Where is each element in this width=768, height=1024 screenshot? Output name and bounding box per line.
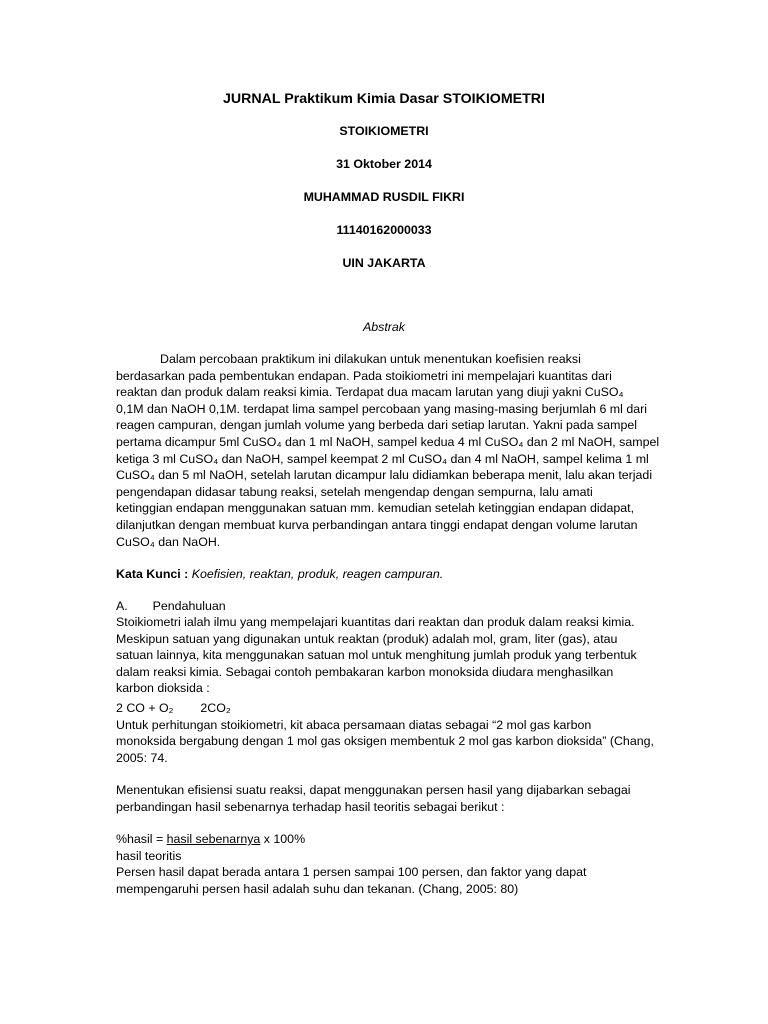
paragraph-line: satuan lainnya, kita menggunakan satuan mol untuk menghitung jumlah produk yang terbentuk — [116, 648, 637, 663]
abstract-line: pertama dicampur 5ml CuSO₄ dan 1 ml NaOH, sampel kedua 4 ml CuSO₄ dan 2 ml NaOH, sampel — [116, 434, 660, 449]
equation-reactants: 2 CO + O₂ — [116, 700, 174, 715]
abstract-line: ketiga 3 ml CuSO₄ dan NaOH, sampel keempat 2 ml CuSO₄ dan 4 ml NaOH, sampel kelima 1 ml — [116, 451, 649, 466]
section-number: A. — [116, 599, 128, 613]
abstract-line: berdasarkan pada pembentukan endapan. Pada stoikiometri ini mempelajari kuantitas dari — [116, 368, 612, 383]
paragraph-line: monoksida bergabung dengan 1 mol gas oksigen membentuk 2 mol gas karbon dioksida” (Chang, — [116, 734, 654, 749]
keywords-label: Kata Kunci : — [116, 567, 189, 581]
paragraph-line: mempengaruhi persen hasil adalah suhu dan tekanan. (Chang, 2005: 80) — [116, 881, 519, 896]
paragraph-line: karbon dioksida : — [116, 681, 210, 696]
formula-prefix: %hasil = — [116, 832, 167, 846]
paragraph-line: Menentukan efisiensi suatu reaksi, dapat menggunakan persen hasil yang dijabarkan sebagai — [116, 783, 631, 797]
equation-products: 2CO₂ — [200, 700, 231, 715]
formula-numerator: hasil sebenarnya — [166, 832, 261, 846]
paragraph-line: 2005: 74. — [116, 750, 168, 765]
paragraph-line: Meskipun satuan yang digunakan untuk reaktan (produk) adalah mol, gram, liter (gas), atau — [116, 631, 618, 646]
abstract-line: Dalam percobaan praktikum ini dilakukan untuk menentukan koefisien reaksi — [160, 352, 581, 366]
formula-suffix: x 100% — [260, 832, 306, 846]
abstract-line: dilanjutkan dengan membuat kurva perbandingan antara tinggi endapat dengan volume larutan — [116, 517, 638, 532]
chemical-equation — [116, 700, 676, 717]
section-a-heading — [116, 598, 676, 615]
document-author: MUHAMMAD RUSDIL FIKRI — [303, 190, 465, 204]
abstract-line: CuSO₄ dan 5 ml NaOH, setelah larutan dicampur lalu didiamkan beberapa menit, lalu akan terjadi — [116, 468, 653, 483]
abstract-line: CuSO₄ dan NaOH. — [116, 534, 221, 549]
paragraph-line: perbandingan hasil sebenarnya terhadap hasil teoritis sebagai berikut : — [116, 799, 505, 814]
paragraph-line: Stoikiometri ialah ilmu yang mempelajari kuantitas dari reaktan dan produk dalam reaksi kimia. — [116, 615, 635, 629]
formula-denominator: hasil teoritis — [116, 848, 182, 863]
abstract-line: pengendapan didasar tabung reaksi, setelah mengendap dengan sempurna, lalu amati — [116, 484, 593, 499]
abstract-line: 0,1M dan NaOH 0,1M. terdapat lima sampel percobaan yang masing-masing berjumlah 6 ml dari — [116, 401, 647, 416]
document-student-id: 11140162000033 — [336, 223, 432, 237]
paragraph-line: Persen hasil dapat berada antara 1 persen sampai 100 persen, dan faktor yang dapat — [116, 865, 587, 880]
section-a-body — [116, 614, 676, 766]
abstract-line: reaktan dan produk dalam reaksi kimia. Terdapat dua macam larutan yang diuji yakni CuSO₄ — [116, 385, 624, 400]
document-date: 31 Oktober 2014 — [336, 157, 432, 171]
keywords-text: Koefisien, reaktan, produk, reagen campuran. — [191, 567, 444, 581]
abstract-line: reagen campuran, dengan jumlah volume yang berbeda dari setiap larutan. Yakni pada sampel — [116, 418, 637, 433]
keywords — [116, 566, 676, 583]
paragraph-line: Untuk perhitungan stoikiometri, kit abaca persamaan diatas sebagai “2 mol gas karbon — [116, 717, 592, 732]
formula-line — [116, 831, 676, 848]
section-a-body-2 — [116, 782, 676, 815]
abstract-line: ketinggian endapan menggunakan satuan mm. kemudian setelah ketinggian endapan didapat, — [116, 501, 635, 516]
abstract-heading: Abstrak — [362, 320, 405, 334]
document-institution: UIN JAKARTA — [342, 256, 426, 270]
paragraph-line: dalam reaksi kimia. Sebagai contoh pembakaran karbon monoksida diudara menghasilkan — [116, 664, 614, 679]
section-title: Pendahuluan — [152, 599, 226, 613]
document-title: JURNAL Praktikum Kimia Dasar STOIKIOMETRI — [223, 91, 545, 107]
document-subtitle: STOIKIOMETRI — [339, 124, 429, 138]
abstract-body — [116, 351, 676, 550]
yield-formula — [116, 831, 676, 897]
